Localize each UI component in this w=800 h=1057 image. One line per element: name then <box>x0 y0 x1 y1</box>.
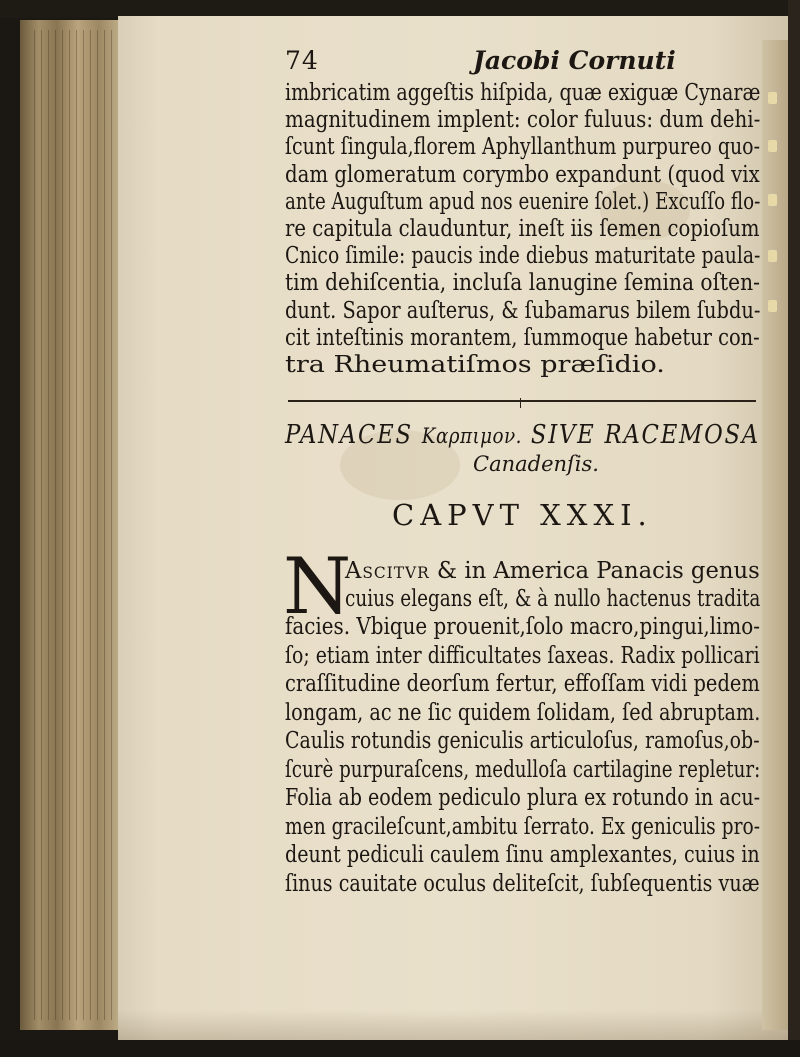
text-line: longam, ac ne ſic quidem ſolidam, ſed abruptam. <box>285 697 761 726</box>
bleed-mark <box>768 194 777 206</box>
right-page-bleed <box>762 40 788 1030</box>
text-line: re capitula clauduntur, ineſt iis ſemen copioſum <box>285 214 760 242</box>
text-line: dunt. Sapor auſterus, & ſubamarus bilem ſubdu- <box>285 295 761 324</box>
section-subtitle: Canadenſis. <box>473 452 599 476</box>
page-bottom-shadow <box>118 1010 790 1044</box>
first-line-rest: & in America Panacis genus <box>429 556 760 584</box>
text-line: imbricatim aggeſtis hiſpida, quæ exiguæ Cynaræ <box>285 78 761 106</box>
text-line: Folia ab eodem pediculo plura ex rotundo in acu- <box>285 783 761 811</box>
first-word: Ascitvr <box>345 556 430 584</box>
body-first-line <box>345 556 760 584</box>
text-line: facies. Vbique prouenit,ſolo macro,pingui,limo- <box>285 612 760 640</box>
text-line: tim dehiſcentia, incluſa lanugine ſemina oſten- <box>285 268 760 297</box>
bleed-mark <box>768 300 777 312</box>
text-line: tra Rheumatiſmos præſidio. <box>285 350 665 378</box>
text-line: Cnico ſimile: paucis inde diebus maturitate paula- <box>285 241 761 270</box>
text-line: cit inteſtinis morantem, ſummoque habetur con- <box>285 322 760 351</box>
text-line: Caulis rotundis geniculis articuloſus, ramoſus,ob- <box>285 726 760 754</box>
bleed-mark <box>768 92 777 104</box>
text-line: ſo; etiam inter difficultates ſaxeas. Radix pollicari <box>285 640 760 669</box>
section-divider-rule <box>288 400 756 402</box>
bleed-mark <box>768 250 777 262</box>
body-second-line: cuius elegans eſt, & à nullo hactenus tradita <box>345 584 761 612</box>
title-right: SIVE RACEMOSA <box>530 420 760 450</box>
page-edges <box>34 30 120 1020</box>
scan-right-border <box>788 0 800 1057</box>
chapter-heading: CAPVT XXXI. <box>392 498 653 532</box>
title-greek: Καρπιμον. <box>421 424 522 448</box>
running-head: Jacobi Cornuti <box>473 46 676 75</box>
text-line: dam glomeratum corymbo expandunt (quod vix <box>285 159 760 188</box>
text-line: men gracileſcunt,ambitu ſerrato. Ex geniculis pro- <box>285 811 761 840</box>
title-left: PANACES <box>285 420 413 450</box>
section-title <box>285 420 760 450</box>
scan-bottom-border <box>0 1040 800 1057</box>
divider-tick <box>520 398 521 408</box>
text-line: magnitudinem implent: color fuluus: dum dehi- <box>285 105 761 134</box>
page-number: 74 <box>285 46 319 75</box>
text-line: craſſitudine deorſum fertur, effoſſam vidi pedem <box>285 669 760 697</box>
text-line: deunt pediculi caulem ſinu amplexantes, cuius in <box>285 840 760 868</box>
drop-cap: N <box>283 542 352 632</box>
text-line: ante Auguſtum apud nos euenire ſolet.) Excuſſo flo- <box>285 186 761 215</box>
text-line: ſcurè purpuraſcens, medulloſa cartilagine repletur: <box>285 754 761 783</box>
text-line: ſinus cauitate oculus deliteſcit, ſubſequentis vuæ <box>285 868 760 897</box>
bleed-mark <box>768 140 777 152</box>
text-line: ſcunt ſingula,florem Aphyllanthum purpureo quo- <box>285 132 760 161</box>
